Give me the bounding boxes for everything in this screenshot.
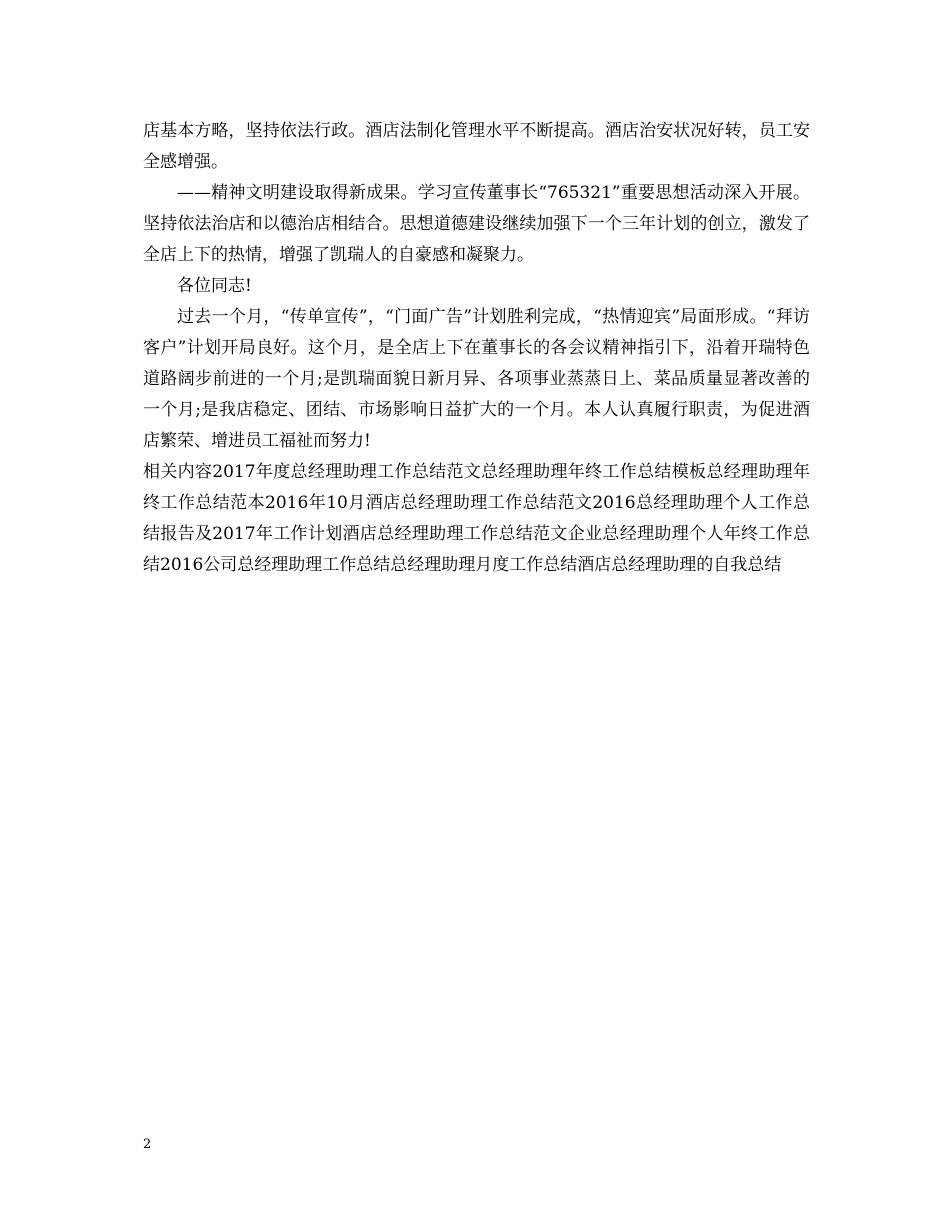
paragraph-continuation: 店基本方略，坚持依法行政。酒店法制化管理水平不断提高。酒店治安状况好转，员工安全感增强。	[143, 121, 810, 172]
page-number: 2	[143, 1137, 152, 1152]
paragraph-salutation: 各位同志!	[177, 276, 252, 296]
paragraph-past-month: 过去一个月，“传单宣传”，“门面广告”计划胜利完成，“热情迎宾”局面形成。“拜访客户”计划开局良好。这个月，是全店上下在董事长的各会议精神指引下，沿着开瑞特色道路阔步前进的一个月;是凯瑞面貌日新月异、各项事业蒸蒸日上、菜品质量显著改善的一个月;是我店稳定、团结、市场影响日益扩大的一个月。本人认真履行职责，为促进酒店繁荣、增进员工福祉而努力!	[143, 307, 810, 451]
document-body	[143, 116, 810, 581]
paragraph-related-content: 相关内容2017年度总经理助理工作总结范文总经理助理年终工作总结模板总经理助理年终工作总结范本2016年10月酒店总经理助理工作总结范文2016总经理助理个人工作总结报告及2017年工作计划酒店总经理助理工作总结范文企业总经理助理个人年终工作总结2016公司总经理助理工作总结总经理助理月度工作总结酒店总经理助理的自我总结	[143, 462, 810, 575]
paragraph-spiritual-civilization: ——精神文明建设取得新成果。学习宣传董事长“765321”重要思想活动深入开展。坚持依法治店和以德治店相结合。思想道德建设继续加强下一个三年计划的创立，激发了全店上下的热情，增强了凯瑞人的自豪感和凝聚力。	[143, 183, 810, 265]
